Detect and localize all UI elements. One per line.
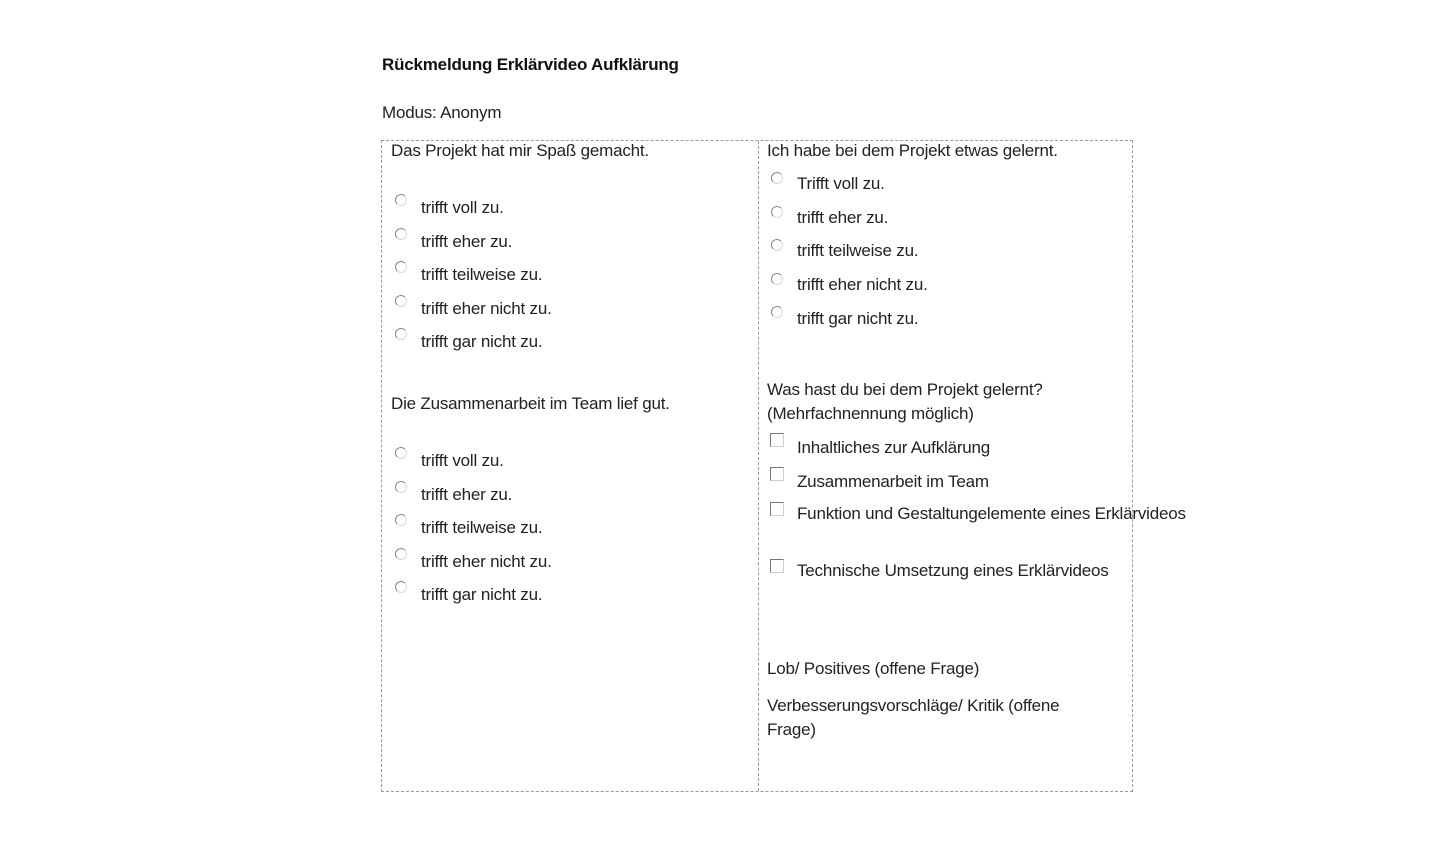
option-label: trifft gar nicht zu. <box>421 585 543 604</box>
radio-learned-eher[interactable] <box>771 206 783 218</box>
survey-table <box>381 140 1186 792</box>
radio-learned-eher-nicht[interactable] <box>771 273 783 285</box>
radio-fun-gar-nicht[interactable] <box>395 328 407 340</box>
option-label: trifft voll zu. <box>421 451 504 470</box>
question-fun: Das Projekt hat mir Spaß gemacht. <box>391 141 649 160</box>
question-praise: Lob/ Positives (offene Frage) <box>767 659 980 678</box>
checkbox-label: Zusammenarbeit im Team <box>797 472 989 491</box>
radio-fun-eher-nicht[interactable] <box>395 295 407 307</box>
question-learned: Ich habe bei dem Projekt etwas gelernt. <box>767 141 1058 160</box>
radio-fun-teilweise[interactable] <box>395 261 407 273</box>
option-label: trifft eher zu. <box>421 232 513 251</box>
question-improvement: Verbesserungsvorschläge/ Kritik (offene Frage) <box>767 696 1060 739</box>
question-what-learned-hint: (Mehrfachnennung möglich) <box>767 404 974 423</box>
question-teamwork: Die Zusammenarbeit im Team lief gut. <box>391 394 670 413</box>
column-divider <box>758 141 759 791</box>
checkbox-content[interactable] <box>770 433 784 447</box>
option-label: trifft teilweise zu. <box>421 265 543 284</box>
option-label: Trifft voll zu. <box>797 174 885 193</box>
option-label: trifft eher nicht zu. <box>421 552 552 571</box>
radio-learned-gar-nicht[interactable] <box>771 306 783 318</box>
checkbox-label: Funktion und Gestaltungelemente eines Erklärvideos <box>797 504 1186 523</box>
option-label: trifft gar nicht zu. <box>797 309 919 328</box>
option-label: trifft eher nicht zu. <box>797 275 928 294</box>
option-label: trifft voll zu. <box>421 198 504 217</box>
radio-team-eher-nicht[interactable] <box>395 548 407 560</box>
radio-team-eher[interactable] <box>395 481 407 493</box>
option-label: trifft gar nicht zu. <box>421 332 543 351</box>
option-label: trifft eher zu. <box>797 208 889 227</box>
radio-team-gar-nicht[interactable] <box>395 581 407 593</box>
option-label: trifft teilweise zu. <box>797 241 919 260</box>
document-title: Rückmeldung Erklärvideo Aufklärung <box>382 55 679 74</box>
radio-fun-eher[interactable] <box>395 228 407 240</box>
option-label: trifft teilweise zu. <box>421 518 543 537</box>
checkbox-label: Inhaltliches zur Aufklärung <box>797 438 991 457</box>
radio-team-teilweise[interactable] <box>395 514 407 526</box>
option-label: trifft eher zu. <box>421 485 513 504</box>
question-what-learned: Was hast du bei dem Projekt gelernt? <box>767 380 1043 399</box>
checkbox-label: Technische Umsetzung eines Erklärvideos <box>797 561 1109 580</box>
radio-learned-voll[interactable] <box>771 172 783 184</box>
checkbox-teamwork[interactable] <box>770 467 784 481</box>
radio-team-voll[interactable] <box>395 447 407 459</box>
radio-fun-voll[interactable] <box>395 194 407 206</box>
radio-learned-teilweise[interactable] <box>771 239 783 251</box>
mode-label: Modus: Anonym <box>382 103 502 122</box>
option-label: trifft eher nicht zu. <box>421 299 552 318</box>
